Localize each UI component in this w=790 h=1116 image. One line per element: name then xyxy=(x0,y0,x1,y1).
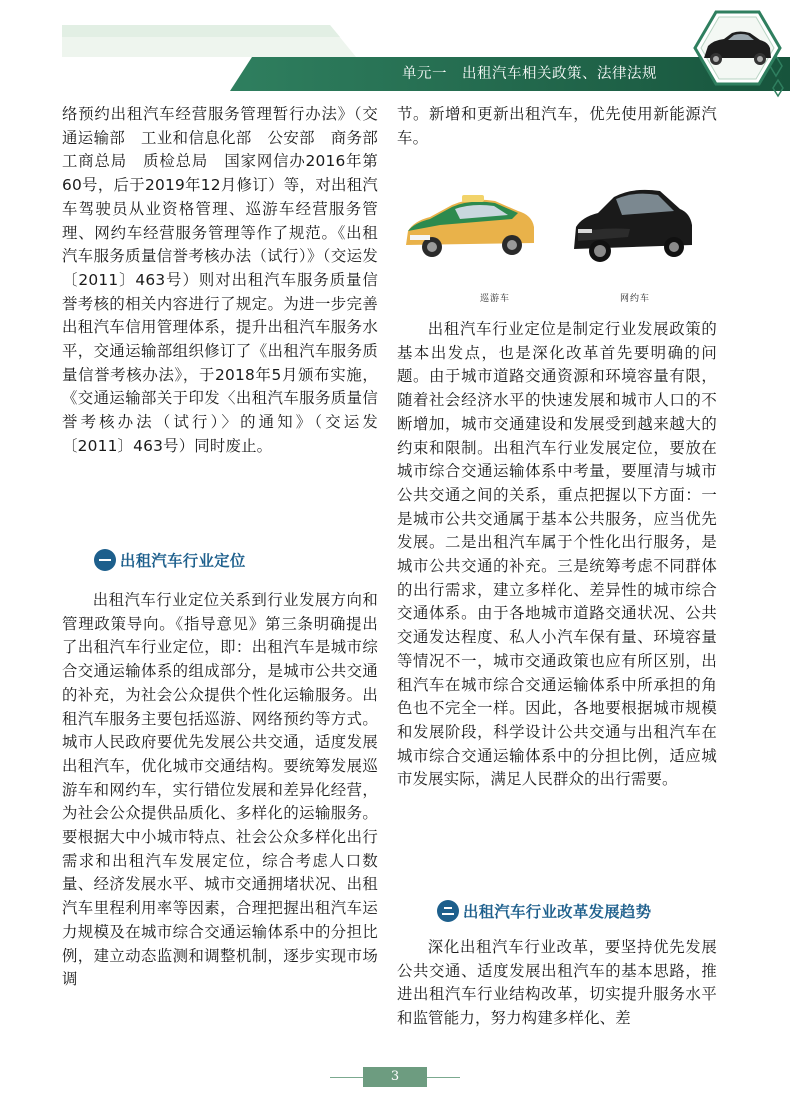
section-number-one-icon xyxy=(94,549,116,571)
car-illustrations xyxy=(400,183,700,273)
right-paragraph-1: 节。新增和更新出租汽车，优先使用新能源汽车。 xyxy=(397,105,717,147)
left-column xyxy=(62,103,394,459)
ride-hailing-caption: 网约车 xyxy=(620,294,651,304)
footer-line-left xyxy=(330,1077,363,1078)
right-column-top xyxy=(397,103,717,150)
right-paragraph-3: 深化出租汽车行业改革，要坚持优先发展公共交通、适度发展出租汽车的基本思路，推进出租汽车行业结构改革，切实提升服务水平和监管能力，努力构建多样化、差 xyxy=(397,938,717,1028)
car-hexagon-icon xyxy=(680,0,790,100)
taxi-car-image xyxy=(406,195,534,257)
left-paragraph-2: 出租汽车行业定位关系到行业发展方向和管理政策导向。《指导意见》第三条明确提出了出租汽车行业定位，即：出租汽车是城市综合交通运输体系的组成部分，是城市公共交通的补充，为社会公众提供个性化运输服务。出租汽车服务主要包括巡游、网络预约等方式。城市人民政府要优先发展公共交通，适度发展出租汽车，优化城市交通结构。要统筹发展巡游车和网约车，实行错位发展和差异化经营，为社会公众提供品质化、多样化的运输服务。要根据大中小城市特点、社会公众多样化出行需求和出租汽车发展定位，综合考虑人口数量、经济发展水平、城市交通拥堵状况、出租汽车里程利用率等因素，合理把握出租汽车运力规模及在城市综合交通运输体系中的分担比例，建立动态监测和调整机制，逐步实现市场调 xyxy=(62,591,378,989)
ride-hailing-car-image xyxy=(574,190,692,262)
footer-line-right xyxy=(427,1077,460,1078)
right-column-bottom xyxy=(397,936,717,1031)
section-heading-2 xyxy=(437,899,651,923)
section-title-1: 出租汽车行业定位 xyxy=(120,552,246,570)
chapter-title: 单元一 出租汽车相关政策、法律法规 xyxy=(402,66,657,82)
right-column-body xyxy=(397,318,717,792)
page-number: 3 xyxy=(363,1067,427,1087)
right-paragraph-2: 出租汽车行业定位是制定行业发展政策的基本出发点，也是深化改革首先要明确的问题。由于城市道路交通资源和环境容量有限，随着社会经济水平的快速发展和城市人口的不断增加，城市交通建设和发展受到越来越大的约束和限制。出租汽车行业发展定位，要放在城市综合交通运输体系中考量，要厘清与城市公共交通之间的关系，重点把握以下方面：一是城市公共交通属于基本公共服务，应当优先发展。二是出租汽车属于个性化出行服务，是城市公共交通的补充。三是统筹考虑不同群体的出行需求，建立多样化、差异性的城市综合交通体系。由于各地城市道路交通状况、公共交通发达程度、私人小汽车保有量、环境容量等情况不一，城市交通政策也应有所区别，出租汽车在城市综合交通运输体系中所承担的角色也不完全一样。因此，各地要根据城市规模和发展阶段，科学设计公共交通与出租汽车在城市综合交通运输体系中的分担比例，适应城市发展实际，满足人民群众的出行需要。 xyxy=(397,320,717,789)
section-number-two-icon xyxy=(437,900,459,922)
left-column-body xyxy=(62,589,378,992)
section-heading-1 xyxy=(94,548,246,572)
page-header xyxy=(0,0,790,100)
taxi-caption: 巡游车 xyxy=(480,294,511,304)
left-paragraph-1: 络预约出租汽车经营服务管理暂行办法》（交通运输部 工业和信息化部 公安部 商务部 工商总局 质检总局 国家网信办2016年第60号，后于2019年12月修订）等，对出租汽车驾驶员从业资格管理、巡游车经营服务管理、网约车经营服务管理等作了规范。《出租汽车服务质量信誉考核办法（试行）》（交运发〔2011〕463号）则对出租汽车服务质量信誉考核的相关内容进行了规定。为进一步完善出租汽车信用管理体系，提升出租汽车服务水平，交通运输部组织修订了《出租汽车服务质量信誉考核办法》，于2018年5月颁布实施，《交通运输部关于印发〈出租汽车服务质量信誉考核办法（试行）〉的通知》（交运发〔2011〕463号）同时废止。 xyxy=(62,105,394,455)
section-title-2: 出租汽车行业改革发展趋势 xyxy=(463,903,652,921)
